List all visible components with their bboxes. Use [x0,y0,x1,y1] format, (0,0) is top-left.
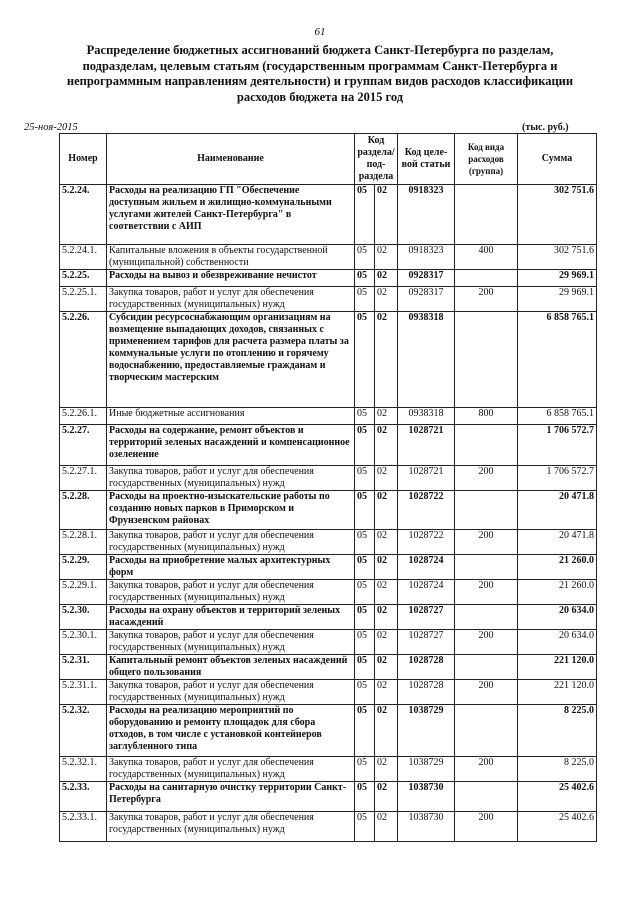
row-sum: 1 706 572.7 [518,425,597,466]
row-number: 5.2.27. [60,425,107,466]
row-name: Субсидии ресурсоснабжающим организациям на возмещение выпадающих доходов, связанных с применением тарифов для расчета размера платы за коммунальные услуги по отоплению и горячему водоснабжению, предоставляемые гражданам и творческим мастерским [107,312,355,408]
table-row [60,655,597,680]
header-section-code: Код раздела/ под-раздела [355,134,398,185]
table-row [60,287,597,312]
row-number: 5.2.31.1. [60,680,107,705]
row-name: Расходы на содержание, ремонт объектов и территорий зеленых насаждений и компенсационное озеленение [107,425,355,466]
row-sum: 8 225.0 [518,705,597,757]
row-name: Закупка товаров, работ и услуг для обеспечения государственных (муниципальных) нужд [107,530,355,555]
row-expense-type: 800 [455,408,518,425]
row-section-code: 05 [355,466,375,491]
row-number: 5.2.24. [60,185,107,245]
row-expense-type: 400 [455,245,518,270]
row-subsection-code: 02 [375,245,398,270]
row-number: 5.2.25.1. [60,287,107,312]
row-number: 5.2.32. [60,705,107,757]
row-section-code: 05 [355,782,375,812]
row-sum: 29 969.1 [518,270,597,287]
table-row [60,466,597,491]
page-number: 61 [314,26,326,38]
row-subsection-code: 02 [375,812,398,842]
row-name: Закупка товаров, работ и услуг для обеспечения государственных (муниципальных) нужд [107,466,355,491]
row-number: 5.2.30.1. [60,630,107,655]
row-sum: 302 751.6 [518,185,597,245]
row-number: 5.2.33. [60,782,107,812]
row-article-code: 0918323 [398,185,455,245]
row-section-code: 05 [355,408,375,425]
row-expense-type [455,555,518,580]
row-article-code: 1028724 [398,580,455,605]
row-name: Расходы на приобретение малых архитектурных форм [107,555,355,580]
row-section-code: 05 [355,555,375,580]
row-name: Закупка товаров, работ и услуг для обеспечения государственных (муниципальных) нужд [107,287,355,312]
row-expense-type [455,312,518,408]
row-subsection-code: 02 [375,312,398,408]
table-row [60,425,597,466]
row-name: Расходы на охрану объектов и территорий зеленых насаждений [107,605,355,630]
row-number: 5.2.28. [60,491,107,530]
table-row [60,630,597,655]
row-section-code: 05 [355,287,375,312]
row-section-code: 05 [355,245,375,270]
table-row [60,680,597,705]
row-expense-type: 200 [455,630,518,655]
row-subsection-code: 02 [375,270,398,287]
row-expense-type: 200 [455,580,518,605]
row-section-code: 05 [355,605,375,630]
table-row [60,185,597,245]
table-row [60,270,597,287]
row-number: 5.2.33.1. [60,812,107,842]
row-expense-type [455,270,518,287]
row-section-code: 05 [355,185,375,245]
row-number: 5.2.30. [60,605,107,630]
row-expense-type: 200 [455,466,518,491]
row-article-code: 0938318 [398,408,455,425]
row-article-code: 0918323 [398,245,455,270]
row-article-code: 1028727 [398,605,455,630]
row-name: Закупка товаров, работ и услуг для обеспечения государственных (муниципальных) нужд [107,630,355,655]
row-article-code: 1028728 [398,680,455,705]
row-name: Закупка товаров, работ и услуг для обеспечения государственных (муниципальных) нужд [107,680,355,705]
row-number: 5.2.28.1. [60,530,107,555]
row-section-code: 05 [355,530,375,555]
row-number: 5.2.24.1. [60,245,107,270]
header-expense-type-code: Код вида расходов (группа) [455,134,518,185]
row-sum: 21 260.0 [518,580,597,605]
row-article-code: 1038730 [398,812,455,842]
row-subsection-code: 02 [375,555,398,580]
row-subsection-code: 02 [375,185,398,245]
row-subsection-code: 02 [375,705,398,757]
row-number: 5.2.29. [60,555,107,580]
row-subsection-code: 02 [375,782,398,812]
units-label: (тыс. руб.) [522,122,569,133]
row-section-code: 05 [355,757,375,782]
row-name: Капитальный ремонт объектов зеленых насаждений общего пользования [107,655,355,680]
table-row [60,312,597,408]
row-expense-type [455,425,518,466]
row-subsection-code: 02 [375,630,398,655]
row-expense-type [455,491,518,530]
row-subsection-code: 02 [375,530,398,555]
row-article-code: 0928317 [398,270,455,287]
table-row [60,580,597,605]
row-sum: 8 225.0 [518,757,597,782]
row-subsection-code: 02 [375,580,398,605]
row-expense-type: 200 [455,680,518,705]
row-section-code: 05 [355,655,375,680]
row-number: 5.2.26. [60,312,107,408]
row-section-code: 05 [355,580,375,605]
row-article-code: 1038730 [398,782,455,812]
row-subsection-code: 02 [375,466,398,491]
row-name: Иные бюджетные ассигнования [107,408,355,425]
row-number: 5.2.26.1. [60,408,107,425]
table-row [60,555,597,580]
row-sum: 29 969.1 [518,287,597,312]
row-expense-type: 200 [455,757,518,782]
table-row [60,530,597,555]
row-expense-type [455,705,518,757]
row-number: 5.2.29.1. [60,580,107,605]
row-expense-type [455,655,518,680]
budget-table [59,133,597,842]
row-article-code: 1028721 [398,466,455,491]
row-sum: 21 260.0 [518,555,597,580]
row-expense-type [455,605,518,630]
row-article-code: 1028721 [398,425,455,466]
row-section-code: 05 [355,705,375,757]
row-sum: 20 471.8 [518,491,597,530]
table-header-row [60,134,597,185]
row-article-code: 1028722 [398,491,455,530]
row-name: Закупка товаров, работ и услуг для обеспечения государственных (муниципальных) нужд [107,812,355,842]
row-section-code: 05 [355,680,375,705]
row-subsection-code: 02 [375,287,398,312]
table-row [60,812,597,842]
row-section-code: 05 [355,312,375,408]
row-number: 5.2.31. [60,655,107,680]
row-name: Расходы на реализацию ГП "Обеспечение доступным жильем и жилищно-коммунальными услугами жителей Санкт-Петербурга" в соответствии с АИП [107,185,355,245]
row-article-code: 1038729 [398,705,455,757]
row-article-code: 1028722 [398,530,455,555]
row-subsection-code: 02 [375,655,398,680]
row-sum: 1 706 572.7 [518,466,597,491]
row-article-code: 0938318 [398,312,455,408]
row-article-code: 1028724 [398,555,455,580]
document-date: 25-ноя-2015 [24,122,78,133]
row-sum: 221 120.0 [518,655,597,680]
row-sum: 302 751.6 [518,245,597,270]
row-sum: 20 634.0 [518,630,597,655]
header-sum: Сумма [518,134,597,185]
row-sum: 6 858 765.1 [518,312,597,408]
row-sum: 20 471.8 [518,530,597,555]
row-article-code: 1028728 [398,655,455,680]
table-row [60,605,597,630]
row-article-code: 1028727 [398,630,455,655]
row-number: 5.2.27.1. [60,466,107,491]
row-sum: 6 858 765.1 [518,408,597,425]
row-name: Закупка товаров, работ и услуг для обеспечения государственных (муниципальных) нужд [107,757,355,782]
header-name: Наименование [107,134,355,185]
row-name: Расходы на проектно-изыскательские работы по созданию новых парков в Приморском и Фрунзенском районах [107,491,355,530]
row-number: 5.2.32.1. [60,757,107,782]
row-section-code: 05 [355,270,375,287]
row-number: 5.2.25. [60,270,107,287]
row-expense-type [455,185,518,245]
row-section-code: 05 [355,425,375,466]
row-expense-type: 200 [455,530,518,555]
row-name: Расходы на реализацию мероприятий по оборудованию и ремонту площадок для сбора отходов, в том числе с установкой контейнеров заглубленного типа [107,705,355,757]
row-expense-type [455,782,518,812]
row-subsection-code: 02 [375,757,398,782]
row-section-code: 05 [355,491,375,530]
row-sum: 20 634.0 [518,605,597,630]
row-article-code: 0928317 [398,287,455,312]
row-name: Закупка товаров, работ и услуг для обеспечения государственных (муниципальных) нужд [107,580,355,605]
row-sum: 25 402.6 [518,782,597,812]
table-row [60,491,597,530]
row-subsection-code: 02 [375,680,398,705]
row-expense-type: 200 [455,287,518,312]
header-number: Номер [60,134,107,185]
table-row [60,782,597,812]
row-section-code: 05 [355,812,375,842]
row-name: Капитальные вложения в объекты государственной (муниципальной) собственности [107,245,355,270]
row-subsection-code: 02 [375,605,398,630]
row-sum: 221 120.0 [518,680,597,705]
row-sum: 25 402.6 [518,812,597,842]
row-section-code: 05 [355,630,375,655]
table-row [60,705,597,757]
row-subsection-code: 02 [375,425,398,466]
row-article-code: 1038729 [398,757,455,782]
row-name: Расходы на санитарную очистку территории Санкт-Петербурга [107,782,355,812]
row-subsection-code: 02 [375,491,398,530]
header-article-code: Код целе-вой статьи [398,134,455,185]
row-subsection-code: 02 [375,408,398,425]
row-expense-type: 200 [455,812,518,842]
row-name: Расходы на вывоз и обезвреживание нечистот [107,270,355,287]
table-row [60,757,597,782]
document-title: Распределение бюджетных ассигнований бюджета Санкт-Петербурга по разделам, подразделам, целевым статьям (государственным программам Санкт-Петербурга и непрограммным направлениям деятельности) и группам видов расходов классификации расходов бюджета на 2015 год [66,43,574,104]
table-row [60,245,597,270]
table-row [60,408,597,425]
